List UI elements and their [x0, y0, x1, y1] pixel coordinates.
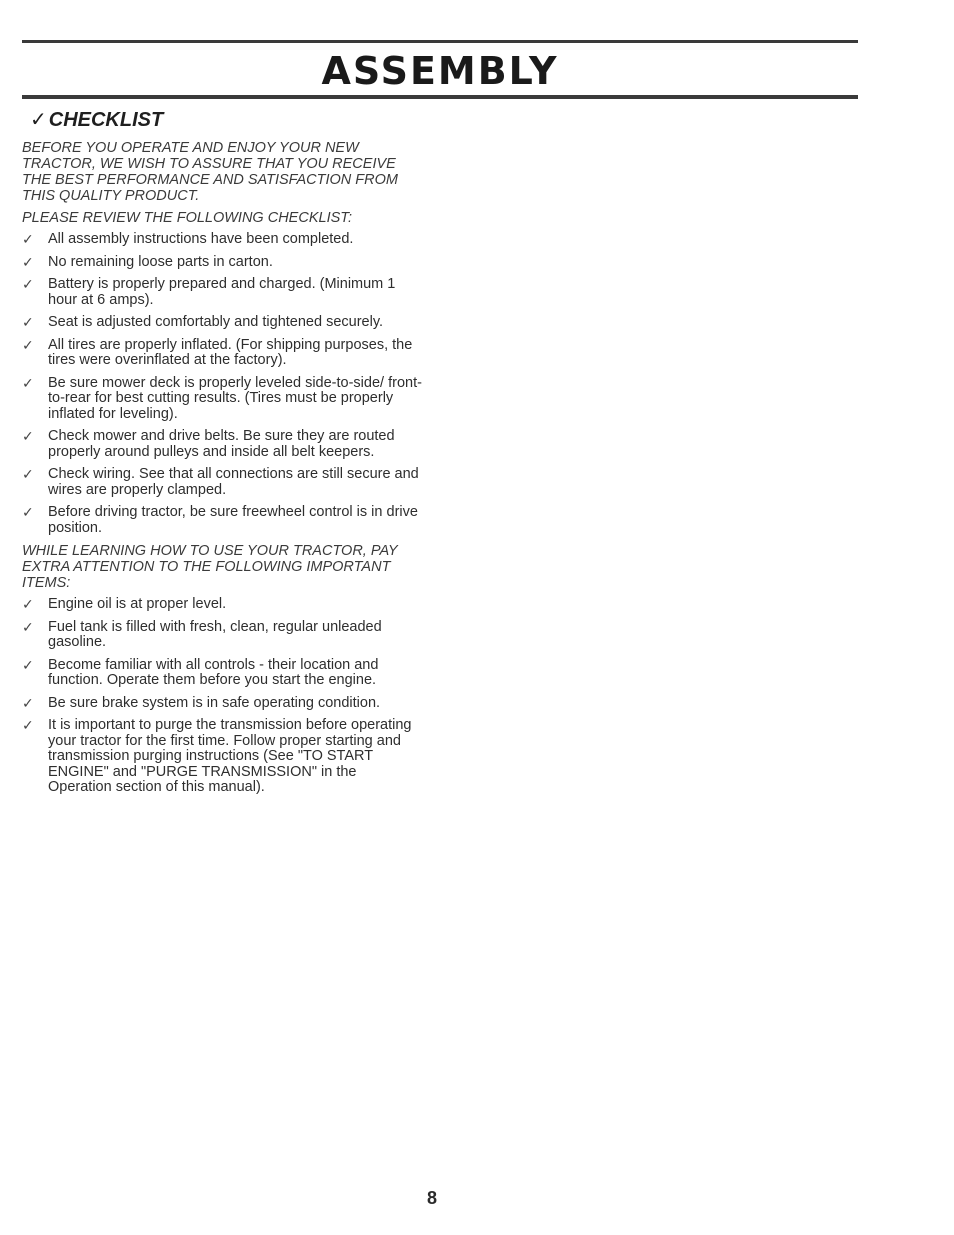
list-item — [22, 255, 422, 271]
check-icon: ✓ — [22, 428, 34, 444]
list-item — [22, 597, 422, 613]
check-icon: ✓ — [22, 314, 34, 330]
list-item-text: All tires are properly inflated. (For shipping purposes, the tires were overinflated at the factory). — [48, 336, 413, 368]
check-icon: ✓ — [22, 374, 34, 391]
list-item — [22, 718, 422, 796]
check-icon: ✓ — [22, 717, 34, 733]
check-icon: ✓ — [22, 466, 34, 482]
checklist — [22, 232, 422, 536]
list-item-text: Be sure brake system is in safe operating condition. — [48, 694, 381, 711]
list-item — [22, 467, 422, 498]
list-item-text: Become familiar with all controls - their location and function. Operate them before you start the engine. — [48, 656, 379, 688]
list-item — [22, 620, 422, 651]
page-title: ASSEMBLY — [321, 49, 559, 93]
check-icon: ✓ — [22, 276, 34, 292]
list-item — [22, 505, 422, 536]
list-item-text: Be sure mower deck is properly leveled side-to-side/ front-to-rear for best cutting results. (Tires must be properly inflated for leveling). — [48, 374, 422, 422]
check-icon: ✓ — [22, 231, 34, 247]
checklist-section — [22, 108, 422, 803]
check-icon: ✓ — [22, 504, 34, 520]
list-item-text: Engine oil is at proper level. — [48, 596, 227, 612]
header-rule-bottom — [22, 95, 858, 99]
list-item — [22, 232, 422, 248]
learning-prompt: WHILE LEARNING HOW TO USE YOUR TRACTOR, PAY EXTRA ATTENTION TO THE FOLLOWING IMPORTANT ITEMS: — [22, 543, 398, 591]
list-item-text: All assembly instructions have been completed. — [48, 231, 354, 247]
list-item — [22, 658, 422, 689]
section-title — [30, 108, 422, 132]
list-item-text: Fuel tank is filled with fresh, clean, regular unleaded gasoline. — [48, 618, 382, 650]
list-item-text: Before driving tractor, be sure freewheel control is in drive position. — [48, 504, 418, 536]
review-prompt: PLEASE REVIEW THE FOLLOWING CHECKLIST: — [22, 210, 353, 226]
check-icon: ✓ — [22, 596, 34, 612]
page-number: 8 — [426, 1188, 437, 1208]
list-item-text: Check mower and drive belts. Be sure they are routed properly around pulleys and inside all belt keepers. — [48, 428, 395, 460]
section-title-text: CHECKLIST — [48, 109, 164, 131]
intro-paragraph: BEFORE YOU OPERATE AND ENJOY YOUR NEW TRACTOR, WE WISH TO ASSURE THAT YOU RECEIVE THE BEST PERFORMANCE AND SATISFACTION FROM THIS QUALITY PRODUCT. — [22, 140, 398, 204]
list-item — [22, 376, 422, 423]
header-rule-top — [22, 40, 858, 43]
list-item-text: Check wiring. See that all connections are still secure and wires are properly clamped. — [48, 466, 419, 498]
list-item — [22, 429, 422, 460]
list-item-text: Battery is properly prepared and charged. (Minimum 1 hour at 6 amps). — [48, 276, 396, 308]
list-item — [22, 696, 422, 712]
check-icon: ✓ — [30, 109, 47, 131]
check-icon: ✓ — [22, 618, 34, 635]
list-item — [22, 338, 422, 369]
list-item — [22, 315, 422, 331]
check-icon: ✓ — [22, 694, 34, 711]
list-item-text: Seat is adjusted comfortably and tightened securely. — [48, 314, 384, 330]
check-icon: ✓ — [22, 656, 34, 673]
list-item — [22, 277, 422, 308]
important-items-list — [22, 597, 422, 796]
list-item-text: It is important to purge the transmission before operating your tractor for the first time. Follow proper starting and transmission purging instructions (See "TO START ENGINE" and "PURGE TRANSMISSION" in the Operation section of this manual). — [48, 717, 412, 795]
check-icon: ✓ — [22, 336, 34, 353]
check-icon: ✓ — [22, 253, 34, 270]
list-item-text: No remaining loose parts in carton. — [48, 253, 273, 270]
